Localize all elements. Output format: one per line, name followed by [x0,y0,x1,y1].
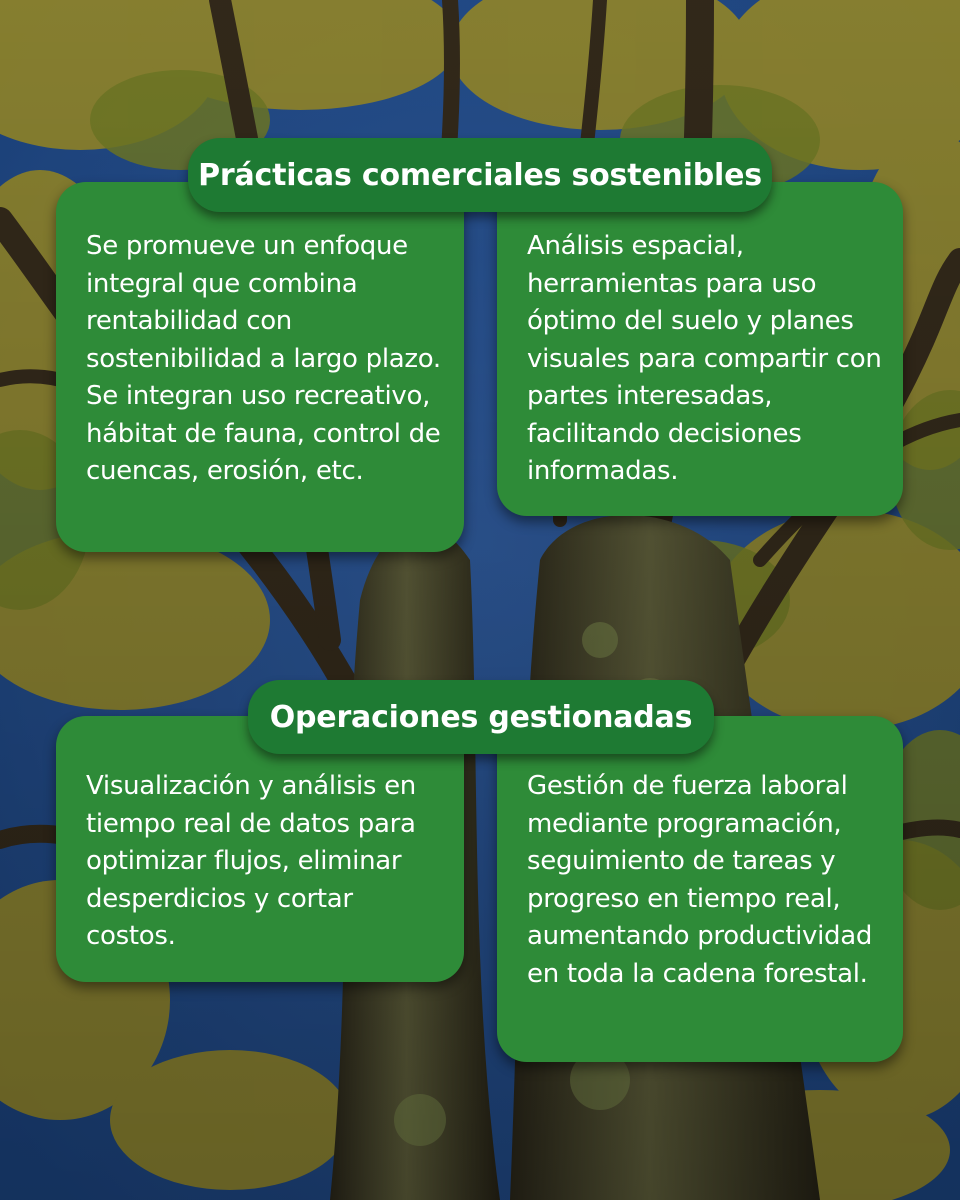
card-workforce-management: Gestión de fuerza laboral mediante programación, seguimiento de tareas y progreso en tiempo real, aumentando productividad en toda la cadena forestal. [497,716,903,1062]
card-integral-approach: Se promueve un enfoque integral que combina rentabilidad con sostenibilidad a largo plazo. Se integran uso recreativo, hábitat de fauna, control de cuencas, erosión, etc. [56,182,464,552]
section-title-managed-operations: Operaciones gestionadas [248,680,714,754]
card-spatial-analysis: Análisis espacial, herramientas para uso óptimo del suelo y planes visuales para compartir con partes interesadas, facilitando decisiones informadas. [497,182,903,516]
card-realtime-visualization: Visualización y análisis en tiempo real de datos para optimizar flujos, eliminar desperdicios y cortar costos. [56,716,464,982]
section-title-sustainable-practices: Prácticas comerciales sostenibles [188,138,772,212]
